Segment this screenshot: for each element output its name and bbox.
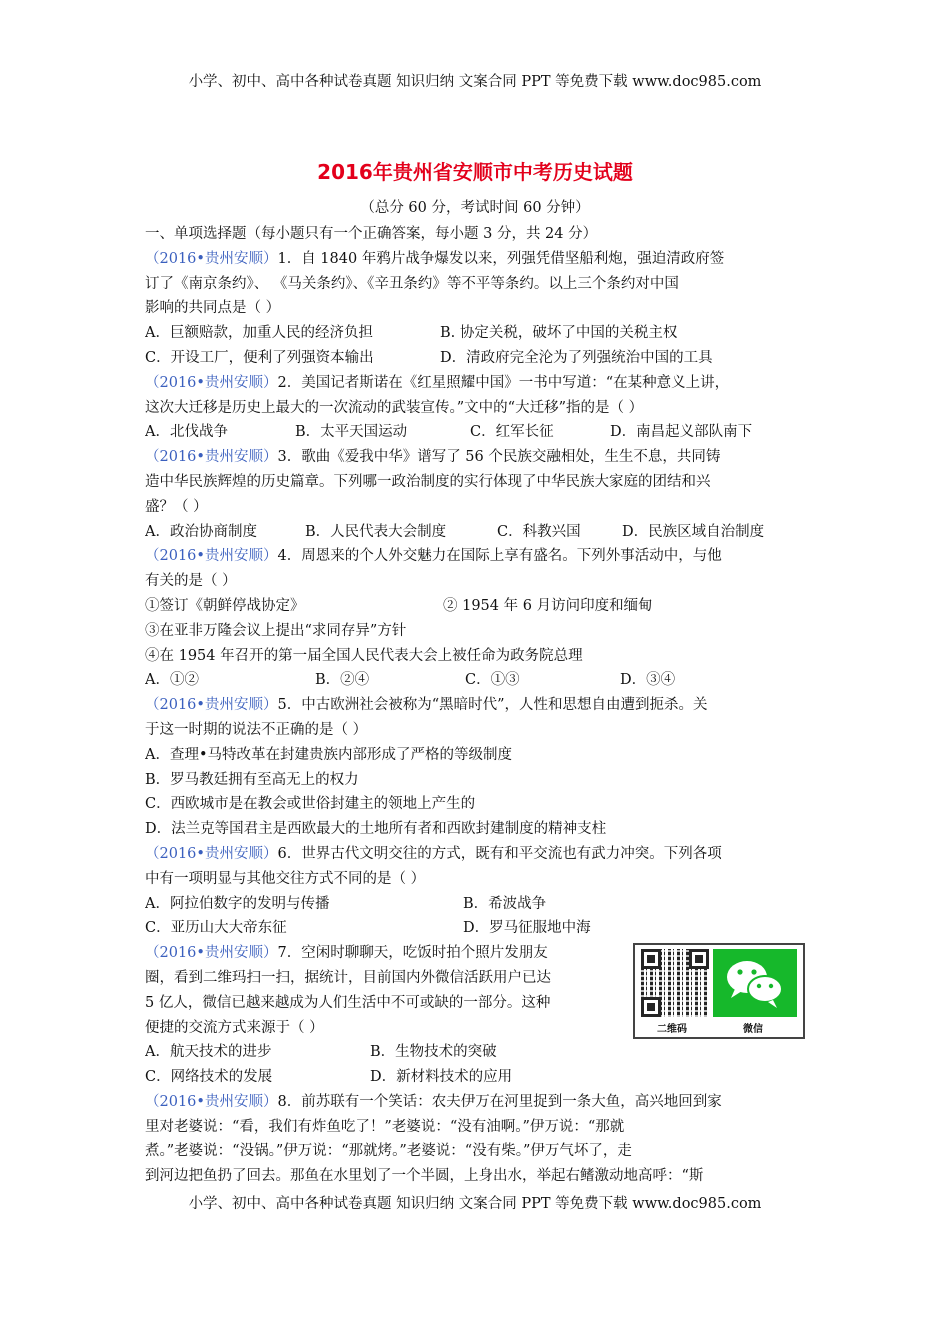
option-c: C．红军长征 [470,424,554,441]
option-a: A．北伐战争 [145,424,228,441]
source-tag: （2016•贵州安顺） [145,449,278,466]
source-tag: （2016•贵州安顺） [145,845,278,862]
question-text: 盛？（ ） [145,498,208,515]
source-tag: （2016•贵州安顺） [145,548,278,565]
section-heading: 一、单项选择题（每小题只有一个正确答案，每小题 3 分，共 24 分） [145,226,598,242]
page-title: 2016年贵州省安顺市中考历史试题 [317,160,633,184]
option-b: B．希波战争 [463,895,547,912]
option-a: A．航天技术的进步 [145,1044,272,1061]
question-1: （2016•贵州安顺）1．自 1840 年鸦片战争爆发以来，列强凭借坚船利炮，强迫清政府签 [145,250,725,267]
page-header: 小学、初中、高中各种试卷真题 知识归纳 文案合同 PPT 等免费下载 www.doc985.com [188,74,762,90]
source-tag: （2016•贵州安顺） [145,945,278,962]
option-a: A．查理•马特改革在封建贵族内部形成了严格的等级制度 [145,746,513,763]
question-6: （2016•贵州安顺）6．世界古代文明交往的方式，既有和平交流也有武力冲突。下列各项 [145,845,722,862]
question-4: （2016•贵州安顺）4．周恩来的个人外交魅力在国际上享有盛名。下列外事活动中，与他 [145,548,722,565]
question-5: （2016•贵州安顺）5．中古欧洲社会被称为“黑暗时代”，人性和思想自由遭到扼杀。关 [145,697,708,714]
option-c: C．西欧城市是在教会或世俗封建主的领地上产生的 [145,796,476,813]
option-c: C．开设工厂，便利了列强资本输出 [145,349,374,366]
page-footer: 小学、初中、高中各种试卷真题 知识归纳 文案合同 PPT 等免费下载 www.doc985.com [188,1196,762,1212]
question-text: 煮。”老婆说：“没锅。”伊万说：“那就烤。”老婆说：“没有柴。”伊万气坏了，走 [145,1143,632,1160]
option-b: B．生物技术的突破 [370,1044,497,1061]
question-text: 圈，看到二维玛扫一扫，据统计，目前国内外微信活跃用户已达 [145,969,551,986]
option-a: A．①② [145,672,199,689]
options-row [145,892,805,917]
item-1: ①签订《朝鲜停战协定》 [145,597,305,614]
option-b: B．罗马教廷拥有至高无上的权力 [145,771,359,788]
item-4: ④在 1954 年召开的第一届全国人民代表大会上被任命为政务院总理 [145,647,583,664]
options-row [145,916,805,941]
options-row [145,420,805,445]
items-row [145,594,805,619]
question-3: （2016•贵州安顺）3．歌曲《爱我中华》谱写了 56 个民族交融相处，生生不息，共同铸 [145,449,721,466]
qr-wechat-figure [633,943,805,1039]
question-body [145,222,805,1189]
option-c: C．①③ [465,672,520,689]
question-text: 里对老婆说：“看，我们有炸鱼吃了！”老婆说：“没有油啊。”伊万说：“那就 [145,1118,625,1135]
option-b: B. 协定关税，破坏了中国的关税主权 [440,325,678,342]
options-row [145,346,805,371]
options-row [145,668,805,693]
option-d: D．法兰克等国君主是西欧最大的土地所有者和西欧封建制度的精神支柱 [145,821,607,838]
question-text: 这次大迁移是历史上最大的一次流动的武装宣传。”文中的“大迁移”指的是（ ） [145,399,644,416]
option-d: D．南昌起义部队南下 [610,424,753,441]
qr-finder-icon [641,949,661,969]
qr-code-icon [641,949,709,1017]
question-7: （2016•贵州安顺）7．空闲时聊聊天，吃饭时拍个照片发朋友 圈，看到二维玛扫一扫，据统计，目前国内外微信活跃用户已达 5 亿人，微信已越来越成为人们生活中不可或缺的一部分。这种 便捷的交流方式来源于（ ） 二维码 微信 [145,941,805,1040]
options-row [145,1065,805,1090]
option-d: D．罗马征服地中海 [463,920,591,937]
qr-finder-icon [641,997,661,1017]
option-c: C．科教兴国 [497,523,581,540]
option-d: D．③④ [620,672,676,689]
source-tag: （2016•贵州安顺） [145,697,278,714]
exam-info: （总分 60 分，考试时间 60 分钟） [360,200,590,216]
question-8: （2016•贵州安顺）8．前苏联有一个笑话：农夫伊万在河里捉到一条大鱼，高兴地回到家 [145,1093,722,1110]
question-text: 造中华民族辉煌的历史篇章。下列哪一政治制度的实行体现了中华民族大家庭的团结和兴 [145,473,711,490]
option-a: A．阿拉伯数字的发明与传播 [145,895,330,912]
wechat-logo-icon [713,949,797,1017]
option-d: D．新材料技术的应用 [370,1069,513,1086]
option-b: B．太平天国运动 [295,424,408,441]
options-row [145,1040,805,1065]
options-row [145,520,805,545]
source-tag: （2016•贵州安顺） [145,1093,278,1110]
option-b: B．②④ [315,672,370,689]
question-text: 影响的共同点是（ ） [145,300,281,317]
item-3: ③在亚非万隆会议上提出“求同存异”方针 [145,622,407,639]
source-tag: （2016•贵州安顺） [145,374,278,391]
option-c: C．网络技术的发展 [145,1069,273,1086]
option-c: C．亚历山大大帝东征 [145,920,287,937]
question-text: 中有一项明显与其他交往方式不同的是（ ） [145,870,426,887]
option-d: D．清政府完全沦为了列强统治中国的工具 [440,349,713,366]
option-a: A．巨额赔款，加重人民的经济负担 [145,325,373,342]
question-text: 订了《南京条约》、 《马关条约》、《辛丑条约》等不平等条约。以上三个条约对中国 [145,275,679,292]
qr-finder-icon [689,949,709,969]
question-2: （2016•贵州安顺）2．美国记者斯诺在《红星照耀中国》一书中写道：“在某种意义上讲， [145,374,730,391]
question-text: 便捷的交流方式来源于（ ） [145,1019,324,1036]
option-a: A．政治协商制度 [145,523,257,540]
option-b: B．人民代表大会制度 [305,523,447,540]
question-text: 有关的是（ ） [145,573,237,590]
item-2: ② 1954 年 6 月访问印度和缅甸 [443,597,653,614]
source-tag: （2016•贵州安顺） [145,250,278,267]
question-text: 于这一时期的说法不正确的是（ ） [145,721,368,738]
wechat-caption: 微信 [743,1024,763,1036]
options-row [145,321,805,346]
question-text: 到河边把鱼扔了回去。那鱼在水里划了一个半圆，上身出水，举起右鳍激动地高呼：“斯 [145,1168,704,1185]
qr-caption: 二维码 [657,1024,687,1036]
question-text: 5 亿人，微信已越来越成为人们生活中不可或缺的一部分。这种 [145,994,551,1011]
option-d: D．民族区域自治制度 [622,523,765,540]
